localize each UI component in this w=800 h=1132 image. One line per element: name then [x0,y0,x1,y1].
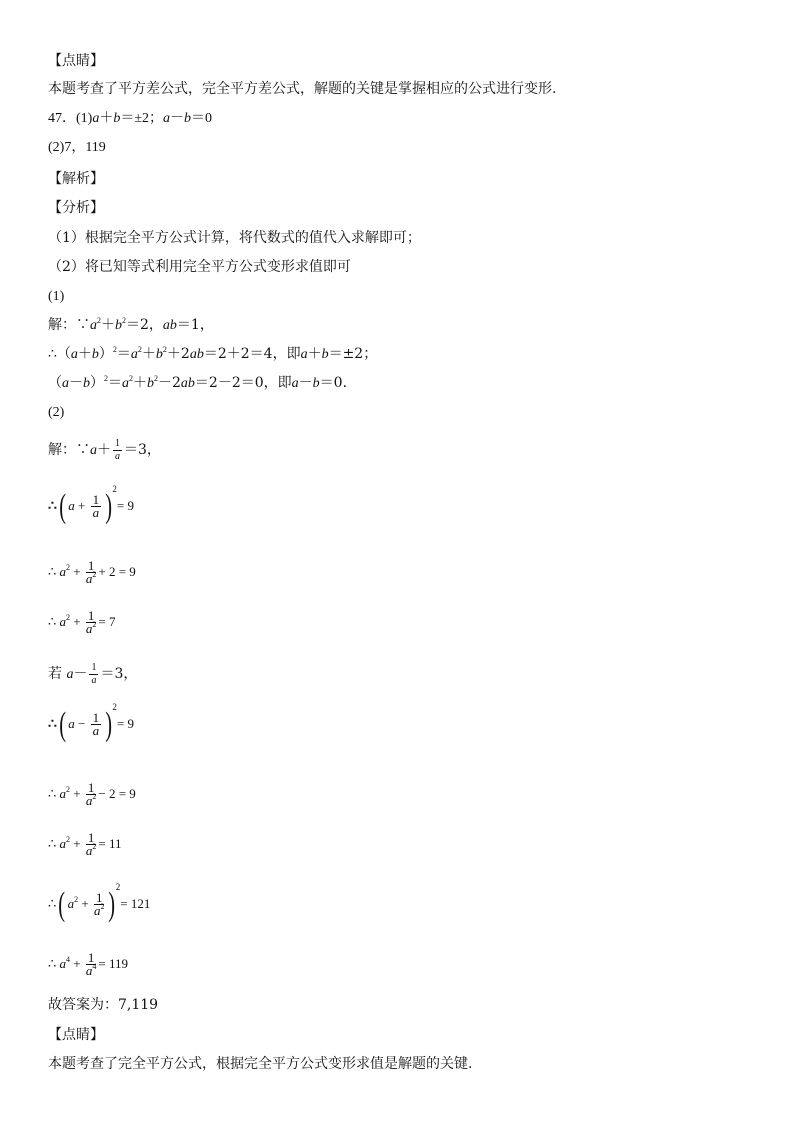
summary-text-2: 本题考查了完全平方公式，根据完全平方公式变形求值是解题的关键. [48,1056,473,1072]
part-1-step-2: $\therefore(a+b)^2=a^2+b^2+2ab=2+2=4$，即a＋b＝±2； [48,345,378,362]
part-1-step-3: $(a-b)^2=a^2+b^2-2ab=2-2=0$，即a－b＝0. [48,374,348,391]
answer-line-1: 47．(1)a＋b＝±2；a－b＝0 [48,111,213,126]
part-2-step-9: ∴( $a^2$ + $\frac{1}{a^2}$ )$^2$= 121 [48,882,151,923]
answer-line-2: (2)7，119 [48,140,106,155]
part-2-step-4: ∴ $a^2$ + $\frac{1}{a^2}$ = 7 [48,608,116,637]
summary-text: 本题考查了平方差公式，完全平方差公式，解题的关键是掌握相应的公式进行变形. [48,81,557,97]
analysis-line-1: （1）根据完全平方公式计算，将代数式的值代入求解即可； [48,230,421,246]
part-2-step-10: ∴ $a^4$ + $\frac{1}{a^4}$ = 119 [48,950,128,979]
section-header-jiexi: 【解析】 [48,171,104,187]
part-1-step-1: 解：$\because a^2+b^2=2$，ab＝1， [48,316,214,333]
part-2-step-5: 若 a－ $\frac{1}{a}$ ＝3， [48,661,138,686]
part-2-step-2: ∴( a + $\frac{1}{a}$ )$^2$= 9 [48,484,135,525]
section-header-fenxi: 【分析】 [48,200,104,216]
part-2-step-7: ∴ $a^2$ + $\frac{1}{a^2}$ − 2 = 9 [48,780,136,809]
part-2-step-3: ∴ $a^2$ + $\frac{1}{a^2}$ + 2 = 9 [48,558,136,587]
analysis-line-2: （2）将已知等式利用完全平方公式变形求值即可 [48,259,351,275]
part-2-step-8: ∴ $a^2$ + $\frac{1}{a^2}$ = 11 [48,830,122,859]
section-header-dianjing-2: 【点睛】 [48,1027,104,1043]
part-1-label: (1) [48,289,65,304]
section-header-dianjing: 【点睛】 [48,53,104,69]
part-2-step-1: 解：∵a＋ $\frac{1}{a}$ ＝3， [48,437,161,462]
final-answer: 故答案为：7,119 [48,997,159,1013]
part-2-step-6: ∴( a − $\frac{1}{a}$ )$^2$= 9 [48,702,135,743]
part-2-label: (2) [48,405,65,420]
